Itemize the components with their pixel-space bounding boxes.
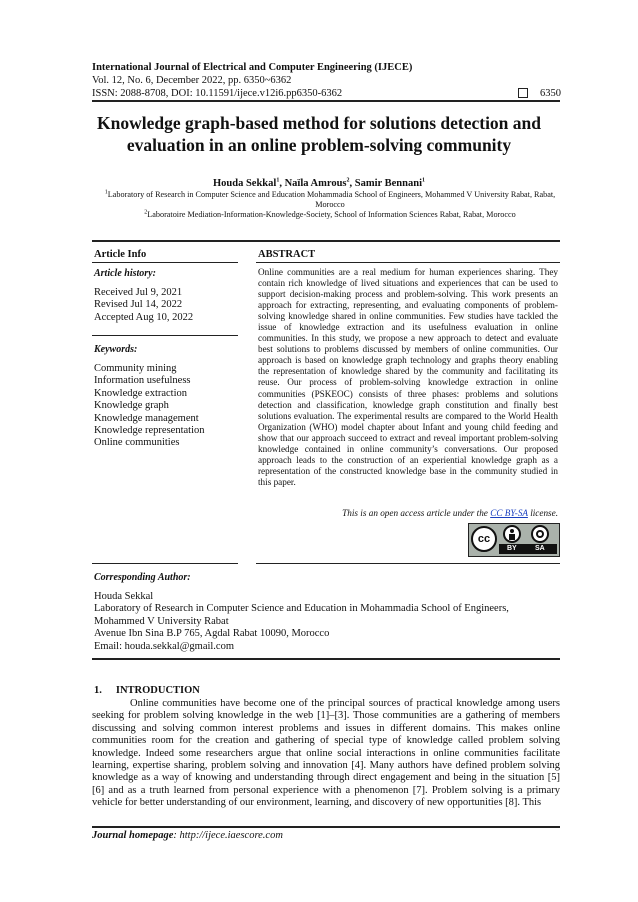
keyword: Knowledge management: [94, 412, 199, 424]
abstract-text: Online communities are a real medium for human experiences sharing. They contain rich knowledge of lived situations and experiences that can be used to support decision-making process and problem-solving. This work presents an approach for extracting, representing, and evaluating components of problem-solving knowledge shared in online communities. Few studies have tackled the issue of knowledge extraction and its usefulness evaluation in online communities. In this study, we propose a new approach to detect and evaluate best solutions to problems discussed by members of online communities. Our approach is based on knowledge graph technology and graphs theory enabling the representation of knowledge shared by the community and facilitating its reuse. Our process of problem-solving knowledge extraction in online communities (PSKEOC) consists of three phases: problems and solutions detection and classification, knowledge graph constitution and finally best solutions evaluation. The experimental results are compared to the World Health Organization (WHO) model chapter about Infant and young child feeding and show that our approach succeed to extract and reveal important problem-solving knowledge contained in online community’s conversations. Our proposed approach leads to the construction of an experiential knowledge graph as a representation of the constructed knowledge base in the community studied in this paper.: [258, 267, 558, 487]
share-alike-icon: [531, 525, 549, 543]
keywords-list: [94, 363, 205, 450]
revised-date: Revised Jul 14, 2022: [94, 299, 183, 311]
history-label: Article history:: [94, 268, 156, 279]
abstract-heading: ABSTRACT: [258, 249, 316, 260]
affiliation-1: $^1$Laboratory of Research in Computer Science and Education Mohammadia School of Engineers, Mohammed V University Rabat, Rabat, Morocco: [104, 189, 556, 209]
journal-name: International Journal of Electrical and Computer Engineering (IJECE): [92, 62, 413, 73]
homepage-label: Journal homepage: [92, 830, 174, 841]
corresponding-line: Laboratory of Research in Computer Science and Education in Mohammadia School of Engineers,: [94, 603, 509, 615]
affiliation-2: $^2$Laboratoire Mediation-Information-Knowledge-Society, School of Information Sciences Rabat, Rabat, Morocco: [144, 209, 516, 219]
page-number: 6350: [540, 88, 561, 99]
person-icon: [503, 525, 521, 543]
abstract-rule: [256, 262, 560, 263]
section-title: INTRODUCTION: [115, 685, 200, 696]
title-line-2: evaluation in an online problem-solving community: [126, 135, 512, 155]
corr-bottom-rule: [92, 658, 560, 660]
keyword: Knowledge representation: [94, 425, 205, 437]
homepage-url[interactable]: : http://ijece.iaescore.com: [173, 830, 283, 841]
author-1: Houda Sekkal: [213, 178, 277, 189]
cc-sa-label: SA: [535, 545, 545, 552]
footer-rule: [92, 826, 560, 828]
keywords-rule: [92, 335, 238, 336]
cc-by-sa-badge[interactable]: [468, 523, 560, 557]
accepted-date: Accepted Aug 10, 2022: [94, 311, 194, 323]
header-rule: [92, 100, 560, 102]
corresponding-line: Mohammed V University Rabat: [94, 615, 229, 627]
keywords-label: Keywords:: [94, 344, 138, 355]
cc-by-label: BY: [507, 545, 517, 552]
keyword: Knowledge extraction: [94, 387, 188, 399]
corresponding-name: Houda Sekkal: [94, 591, 154, 602]
section-number: 1.: [94, 685, 102, 696]
info-rule: [92, 262, 238, 263]
corresponding-details: [94, 591, 509, 653]
volume-info: Vol. 12, No. 6, December 2022, pp. 6350~6362: [92, 75, 292, 86]
section-heading: [94, 685, 200, 696]
keyword: Knowledge graph: [94, 400, 169, 412]
corr-rule-left: [92, 563, 238, 564]
keyword: Online communities: [94, 437, 180, 449]
corresponding-line: Avenue Ibn Sina B.P 765, Agdal Rabat 10090, Morocco: [94, 628, 330, 640]
received-date: Received Jul 9, 2021: [94, 287, 183, 298]
article-info-heading: Article Info: [94, 249, 147, 260]
title-line-1: Knowledge graph-based method for solutions detection and: [96, 113, 542, 133]
box-icon: [518, 88, 528, 98]
corr-rule-right: [256, 563, 560, 564]
cc-icon: cc: [471, 526, 497, 552]
introduction-text: Online communities have become one of the principal sources of practical knowledge among users seeking for problem solving knowledge in the web [1]–[3]. Those communities are a gathering of members discussing and solving common interest problems and issues in different domains. This makes online communities room for the creation and gathering of special type of knowledge called problem solving knowledge. Indeed some researchers argue that online social interactions in online communities facilitate learning, expertise sharing, problem solving and innovation [4]. Many authors have defined problem solving knowledge as a way of knowing and understanding through direct engagement and being in the situation [5] [6] and as a truth learned from personal experience with a phenomenon [7]. Problem solving is a primary vehicle for better understanding of our environment, learning, and discovery of new opportunities [8]. This: [92, 698, 560, 809]
paper-title: [60, 112, 578, 156]
author-2: Naïla Amrous: [284, 178, 347, 189]
keyword: Information usefulness: [94, 375, 191, 387]
license-link[interactable]: CC BY-SA: [490, 508, 528, 518]
journal-homepage: [92, 830, 283, 841]
history-dates: [94, 287, 193, 324]
issn-doi: ISSN: 2088-8708, DOI: 10.11591/ijece.v12i6.pp6350-6362: [92, 88, 343, 99]
authors: Houda Sekkal$^1$, Naïla Amrous$^2$, Samir Bennani$^1$: [213, 177, 425, 189]
license-line: This is an open access article under the CC BY-SA license.: [342, 508, 558, 518]
author-3: Samir Bennani: [354, 178, 422, 189]
keyword: Community mining: [94, 363, 177, 374]
corresponding-heading: Corresponding Author:: [94, 572, 191, 583]
info-top-rule: [92, 240, 560, 242]
corresponding-email: Email: houda.sekkal@gmail.com: [94, 640, 235, 652]
